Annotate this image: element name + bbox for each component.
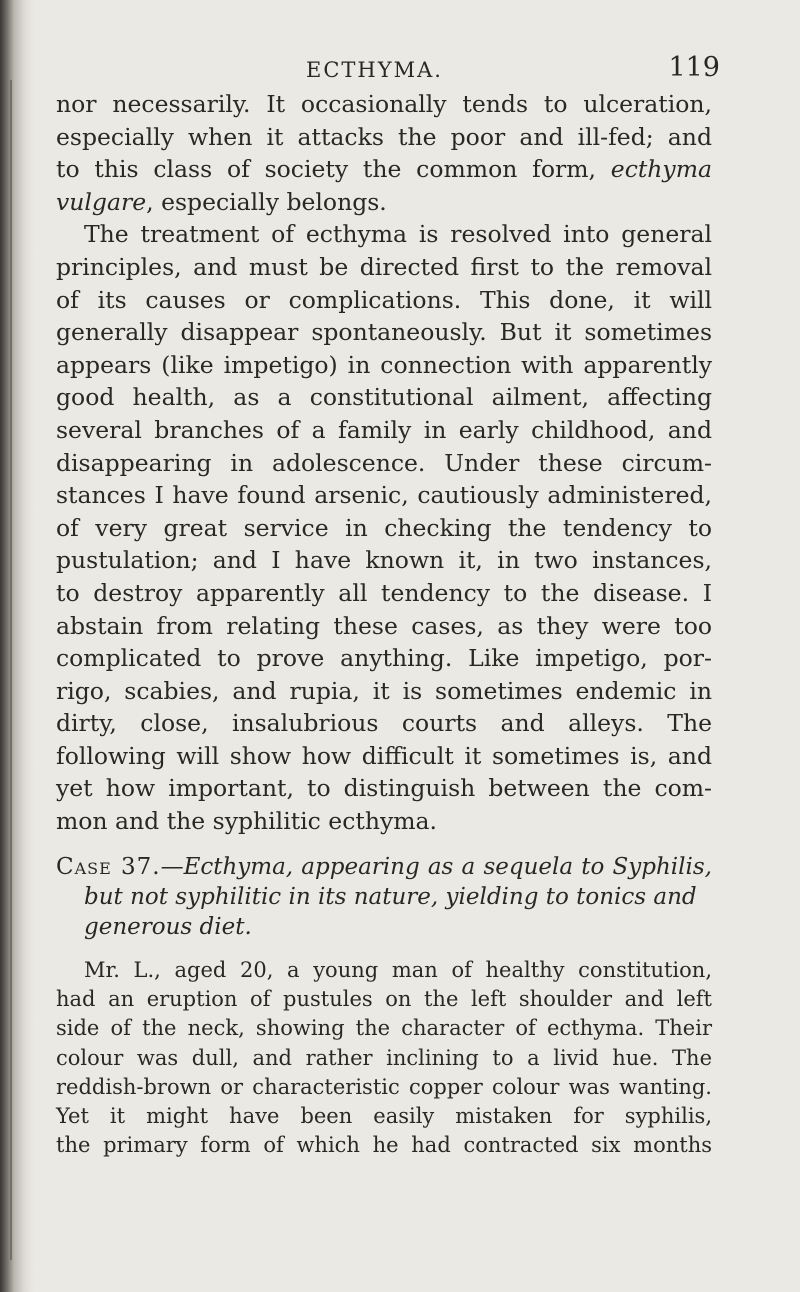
text-line: of very great service in checking the tendency to — [56, 513, 712, 542]
case-title: —Ecthyma, appearing as a sequela to Syphilis, — [160, 853, 712, 880]
text-line: complicated to prove anything. Like impetigo, por- — [56, 644, 712, 673]
text-line: principles, and must be directed first to the removal — [56, 252, 712, 281]
paragraph-2 — [56, 218, 712, 837]
text-line: good health, as a constitutional ailment, affecting — [56, 383, 712, 412]
text-line: especially when it attacks the poor and ill-fed; and — [56, 122, 712, 151]
text-line — [56, 153, 712, 186]
text-line: pustulation; and I have known it, in two instances, — [56, 546, 712, 575]
running-head: ECTHYMA. — [306, 58, 443, 82]
text-line: disappearing in adolescence. Under these circum- — [56, 448, 712, 477]
case-text-line: side of the neck, showing the character of ecthyma. Their — [56, 1016, 712, 1041]
text-line: nor necessarily. It occasionally tends to ulceration, — [56, 90, 712, 118]
case-heading — [56, 852, 712, 942]
case-body — [56, 956, 712, 1161]
case-text-line: colour was dull, and rather inclining to a livid hue. The — [56, 1045, 712, 1070]
text-line — [56, 186, 712, 219]
case-text-line: had an eruption of pustules on the left shoulder and left — [56, 986, 712, 1011]
text-line: abstain from relating these cases, as they were too — [56, 611, 712, 640]
case-text-line: reddish-brown or characteristic copper colour was wanting. — [56, 1074, 712, 1099]
text-line: of its causes or complications. This done, it will — [56, 285, 712, 314]
text-line: rigo, scabies, and rupia, it is sometimes endemic in — [56, 676, 712, 705]
case-label: Case 37. — [56, 853, 161, 880]
paragraph-1 — [56, 88, 712, 218]
text-line: several branches of a family in early childhood, and — [56, 415, 712, 444]
italic-term: ecthyma — [610, 155, 712, 184]
text-fragment: to this class of society the common form, — [56, 155, 611, 184]
text-line: stances I have found arsenic, cautiously administered, — [56, 481, 712, 510]
text-line: dirty, close, insalubrious courts and alleys. The — [56, 709, 712, 738]
case-title-line — [56, 912, 712, 942]
gutter-shadow — [10, 80, 12, 1260]
text-line: to destroy apparently all tendency to the disease. I — [56, 578, 712, 607]
case-text-line: Mr. L., aged 20, a young man of healthy constitution, — [84, 957, 712, 982]
page-header — [80, 46, 720, 86]
case-text-line: Yet it might have been easily mistaken for syphilis, — [56, 1104, 712, 1129]
text-fragment: , especially belongs. — [146, 187, 387, 216]
text-line: generally disappear spontaneously. But it sometimes — [56, 318, 712, 347]
page-number: 119 — [668, 52, 720, 83]
text-line: mon and the syphilitic ecthyma. — [56, 807, 437, 836]
text-line: yet how important, to distinguish between the com- — [56, 774, 712, 803]
text-line: The treatment of ecthyma is resolved into general — [84, 220, 712, 249]
case-title-line — [56, 882, 712, 912]
case-title: but not syphilitic in its nature, yielding to tonics and — [84, 883, 697, 910]
binding-gutter — [0, 0, 34, 1292]
text-line: following will show how difficult it sometimes is, and — [56, 741, 712, 770]
italic-term: vulgare — [56, 187, 147, 216]
case-text-line: the primary form of which he had contracted six months — [56, 1133, 712, 1158]
case-title-line — [56, 852, 712, 882]
case-title: generous diet. — [84, 913, 252, 940]
text-line: appears (like impetigo) in connection with apparently — [56, 350, 712, 379]
body-text — [56, 88, 712, 1161]
